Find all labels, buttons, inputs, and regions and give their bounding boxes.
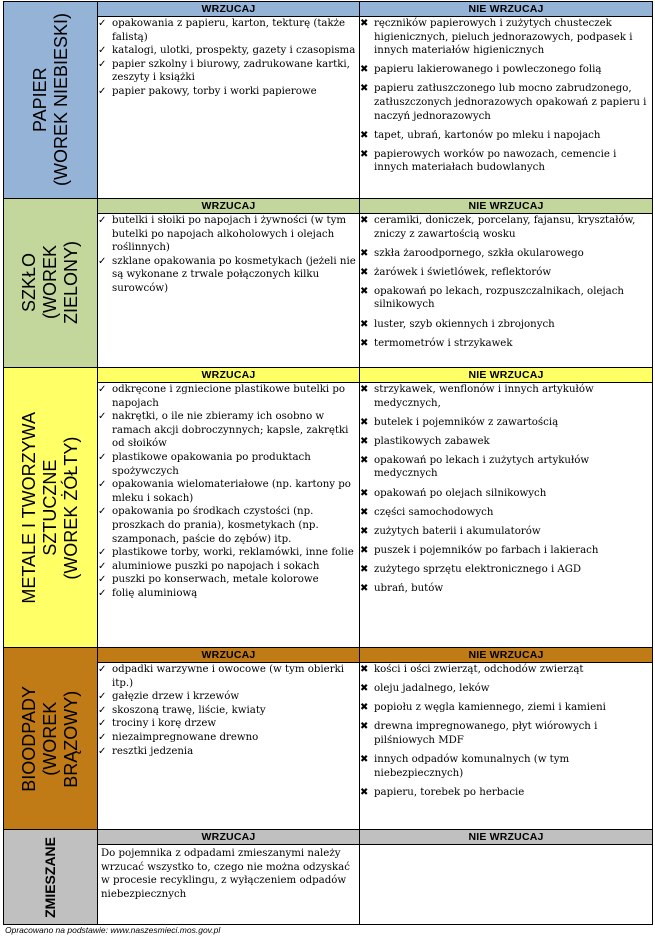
check-icon: ✓ xyxy=(98,704,107,716)
check-icon: ✓ xyxy=(98,255,107,267)
category-label-line: SZKŁO xyxy=(19,253,39,313)
list-item xyxy=(98,505,359,546)
cross-icon: ✖ xyxy=(360,337,369,349)
cross-icon: ✖ xyxy=(360,148,369,160)
list-item xyxy=(360,753,652,780)
list-item-text: resztki jedzenia xyxy=(112,745,194,757)
list-item-text: szklane opakowania po kosmetykach (jeżeli nie są wykonane z trwale połączonych kilku surowców) xyxy=(112,255,356,294)
list-item xyxy=(98,214,359,255)
category-label-line: (WOREK ŻÓŁTY) xyxy=(61,436,81,579)
list-item-text: gałęzie drzew i krzewów xyxy=(112,691,240,703)
wrzucaj-header: WRZUCAJ xyxy=(98,368,360,383)
cross-icon: ✖ xyxy=(360,506,369,518)
list-item-text: aluminiowe puszki po napojach i sokach xyxy=(112,560,320,572)
list-item-text: opakowań po lekach, rozpuszczalnikach, olejach silnikowych xyxy=(374,285,624,311)
list-item-text: plastikowe torby, worki, reklamówki, inne folie xyxy=(112,547,354,559)
list-item xyxy=(98,255,359,296)
list-item xyxy=(98,85,359,99)
list-item xyxy=(98,44,359,58)
list-item xyxy=(98,745,359,759)
list-item xyxy=(360,701,652,715)
list-item-text: papier pakowy, torby i worki papierowe xyxy=(112,85,317,97)
list-item xyxy=(360,148,652,175)
cross-icon: ✖ xyxy=(360,64,369,76)
list-item xyxy=(98,704,359,718)
list-item xyxy=(98,58,359,85)
list-item xyxy=(360,454,652,481)
list-item-text: odkręcone i zgniecione plastikowe butelki po napojach xyxy=(112,384,346,409)
section-body-row-zmieszane xyxy=(4,845,653,925)
list-item-text: opakowania wielomateriałowe (np. kartony po mleku i sokach) xyxy=(112,479,351,504)
nie-wrzucaj-header: NIE WRZUCAJ xyxy=(360,368,653,383)
rejected-list-cell xyxy=(360,214,653,368)
list-item xyxy=(360,337,652,351)
list-item-text: zużytych baterii i akumulatorów xyxy=(374,525,541,537)
category-label-line: PAPIER xyxy=(29,67,50,133)
list-item xyxy=(360,720,652,747)
category-label-line: BIOODPADY xyxy=(19,685,39,792)
list-item-text: żarówek i świetlówek, reflektorów xyxy=(374,266,552,278)
list-item xyxy=(360,318,652,332)
cross-icon: ✖ xyxy=(360,384,369,395)
list-item-text: kości i ości zwierząt, odchodów zwierząt xyxy=(374,664,584,675)
check-icon: ✓ xyxy=(98,45,107,57)
list-item-text: butelki i słoiki po napojach i żywności (w tym butelki po napojach alkoholowych i olejach roślinnych) xyxy=(112,215,347,254)
list-item xyxy=(360,506,652,520)
category-cell-szklo xyxy=(4,199,98,368)
wrzucaj-header: WRZUCAJ xyxy=(98,199,360,214)
list-item xyxy=(360,285,652,312)
check-icon: ✓ xyxy=(98,560,107,572)
check-icon: ✓ xyxy=(98,18,107,29)
list-item-text: opakowań po olejach silnikowych xyxy=(374,487,547,499)
check-icon: ✓ xyxy=(98,691,107,703)
cross-icon: ✖ xyxy=(360,753,369,765)
accepted-list xyxy=(98,663,359,758)
list-item xyxy=(360,544,652,558)
category-label-line: BRĄZOWY) xyxy=(61,690,81,787)
list-item-text: papieru lakierowanego i powleczonego folią xyxy=(374,64,602,76)
list-item xyxy=(98,663,359,690)
cross-icon: ✖ xyxy=(360,702,369,714)
category-cell-bio xyxy=(4,648,98,830)
cross-icon: ✖ xyxy=(360,18,369,29)
accepted-list-cell xyxy=(98,663,360,830)
list-item-text: ceramiki, doniczek, porcelany, fajansu, kryształów, zniczy z zawartością wosku xyxy=(374,215,636,240)
waste-sorting-table xyxy=(3,1,653,925)
list-item-text: ubrań, butów xyxy=(374,583,444,595)
cross-icon: ✖ xyxy=(360,416,369,428)
section-header-row-papier xyxy=(4,2,653,17)
list-item-text: innych odpadów komunalnych (w tym niebezpiecznych) xyxy=(374,753,570,779)
section-header-row-bio xyxy=(4,648,653,663)
list-item-text: luster, szyb okiennych i zbrojonych xyxy=(374,318,555,330)
list-item xyxy=(98,587,359,601)
list-item-text: oleju jadalnego, leków xyxy=(374,683,490,695)
wrzucaj-header: WRZUCAJ xyxy=(98,2,360,17)
category-label-line: (WOREK xyxy=(40,246,60,320)
list-item xyxy=(360,82,652,123)
section-header-row-szklo xyxy=(4,199,653,214)
check-icon: ✓ xyxy=(98,411,107,423)
rejected-list xyxy=(360,663,652,799)
list-item-text: katalogi, ulotki, prospekty, gazety i czasopisma xyxy=(112,45,356,57)
cross-icon: ✖ xyxy=(360,487,369,499)
list-item-text: opakowania po środkach czystości (np. proszkach do prania), kosmetykach (np. szamponach, paście do zębów) itp. xyxy=(112,506,319,545)
list-item xyxy=(98,560,359,574)
check-icon: ✓ xyxy=(98,58,107,70)
check-icon: ✓ xyxy=(98,574,107,586)
category-label-line: (WOREK NIEBIESKI) xyxy=(50,13,71,187)
list-item-text: trociny i korę drzew xyxy=(112,718,217,730)
check-icon: ✓ xyxy=(98,745,107,757)
list-item-text: puszek i pojemników po farbach i lakierach xyxy=(374,544,599,556)
accepted-list xyxy=(98,383,359,601)
cross-icon: ✖ xyxy=(360,435,369,447)
list-item-text: części samochodowych xyxy=(374,506,494,518)
cross-icon: ✖ xyxy=(360,247,369,259)
list-item xyxy=(360,563,652,577)
list-item xyxy=(360,266,652,280)
accepted-list-cell xyxy=(98,17,360,199)
section-body-row-szklo xyxy=(4,214,653,368)
category-label xyxy=(19,241,82,324)
accepted-list xyxy=(98,17,359,99)
source-footer: Opracowano na podstawie: www.naszesmieci.mos.gov.pl xyxy=(5,925,221,935)
cross-icon: ✖ xyxy=(360,721,369,733)
list-item xyxy=(360,383,652,410)
section-body-row-papier xyxy=(4,17,653,199)
check-icon: ✓ xyxy=(98,587,107,599)
list-item-text: opakowania z papieru, karton, tekturę (także falistą) xyxy=(112,18,346,43)
category-cell-zmieszane xyxy=(4,830,98,925)
list-item xyxy=(360,487,652,501)
list-item-text: drewna impregnowanego, płyt wiórowych i pilśniowych MDF xyxy=(374,721,598,746)
list-item xyxy=(360,214,652,241)
category-label-line: (WOREK xyxy=(40,701,60,776)
nie-wrzucaj-header: NIE WRZUCAJ xyxy=(360,199,653,214)
category-label-line: ZIELONY) xyxy=(61,241,81,325)
list-item xyxy=(360,663,652,677)
nie-wrzucaj-header: NIE WRZUCAJ xyxy=(360,830,653,845)
list-item-text: zużytego sprzętu elektronicznego i AGD xyxy=(374,563,582,575)
list-item-text: puszki po konserwach, metale kolorowe xyxy=(112,574,319,586)
category-label xyxy=(30,13,72,186)
category-label xyxy=(19,686,82,792)
cross-icon: ✖ xyxy=(360,683,369,695)
list-item xyxy=(360,63,652,77)
list-item xyxy=(360,435,652,449)
list-item xyxy=(360,17,652,58)
list-item-text: butelek i pojemników z zawartością xyxy=(374,416,559,428)
cross-icon: ✖ xyxy=(360,664,369,675)
cross-icon: ✖ xyxy=(360,285,369,297)
list-item xyxy=(360,682,652,696)
list-item-text: ręczników papierowych i zużytych chusteczek higienicznych, pieluch jednorazowych, podpasek i innych materiałów higienicznych xyxy=(374,18,633,57)
list-item xyxy=(98,690,359,704)
section-header-row-metale xyxy=(4,368,653,383)
category-label xyxy=(19,412,82,604)
check-icon: ✓ xyxy=(98,85,107,97)
mixed-waste-description: Do pojemnika z odpadami zmieszanymi należy wrzucać wszystko to, czego nie można odzyskać w procesie recyklingu, z wyłączeniem odpadów niebezpiecznych xyxy=(101,848,350,900)
category-label-line: METALE I TWORZYWA xyxy=(19,411,39,604)
list-item xyxy=(98,731,359,745)
rejected-list-cell xyxy=(360,663,653,830)
nie-wrzucaj-header: NIE WRZUCAJ xyxy=(360,2,653,17)
check-icon: ✓ xyxy=(98,718,107,730)
list-item xyxy=(98,717,359,731)
list-item xyxy=(360,525,652,539)
cross-icon: ✖ xyxy=(360,266,369,278)
list-item xyxy=(98,546,359,560)
cross-icon: ✖ xyxy=(360,454,369,466)
list-item xyxy=(98,383,359,410)
category-cell-papier xyxy=(4,2,98,199)
list-item xyxy=(360,129,652,143)
list-item xyxy=(98,478,359,505)
list-item-text: strzykawek, wenflonów i innych artykułów medycznych, xyxy=(374,384,594,409)
check-icon: ✓ xyxy=(98,451,107,463)
list-item-text: papier szkolny i biurowy, zadrukowane kartki, zeszyty i książki xyxy=(112,58,350,84)
list-item xyxy=(98,451,359,478)
nie-wrzucaj-header: NIE WRZUCAJ xyxy=(360,648,653,663)
list-item-text: odpadki warzywne i owocowe (w tym obierki itp.) xyxy=(112,664,345,689)
list-item-text: papieru, torebek po herbacie xyxy=(374,786,525,798)
rejected-list-cell xyxy=(360,17,653,199)
list-item xyxy=(98,17,359,44)
list-item-text: papierowych worków po nawozach, cemencie i innych materiałach budowlanych xyxy=(374,148,617,174)
list-item xyxy=(98,410,359,451)
cross-icon: ✖ xyxy=(360,583,369,595)
list-item xyxy=(360,786,652,800)
rejected-list xyxy=(360,214,652,350)
section-header-row-zmieszane xyxy=(4,830,653,845)
category-cell-metale xyxy=(4,368,98,648)
category-label-line: SZTUCZNE xyxy=(40,459,60,556)
check-icon: ✓ xyxy=(98,506,107,518)
list-item-text: termometrów i strzykawek xyxy=(374,337,513,349)
check-icon: ✓ xyxy=(98,215,107,226)
rejected-list xyxy=(360,17,652,175)
list-item-text: opakowań po lekach i zużytych artykułów medycznych xyxy=(374,454,590,480)
check-icon: ✓ xyxy=(98,664,107,675)
list-item-text: folię aluminiową xyxy=(112,587,198,599)
list-item-text: papieru zatłuszczonego lub mocno zabrudzonego, zatłuszczonych jednorazowych opakowań z papieru i naczyń jednorazowych xyxy=(374,83,647,122)
list-item-text: plastikowych zabawek xyxy=(374,435,490,447)
check-icon: ✓ xyxy=(98,731,107,743)
check-icon: ✓ xyxy=(98,384,107,395)
rejected-list-cell xyxy=(360,845,653,925)
section-body-row-metale xyxy=(4,383,653,648)
list-item xyxy=(360,582,652,596)
category-label xyxy=(40,837,61,918)
list-item xyxy=(360,416,652,430)
wrzucaj-header: WRZUCAJ xyxy=(98,830,360,845)
list-item-text: skoszoną trawę, liście, kwiaty xyxy=(112,704,266,716)
list-item-text: popiołu z węgla kamiennego, ziemi i kamieni xyxy=(374,702,606,714)
list-item-text: tapet, ubrań, kartonów po mleku i napojach xyxy=(374,129,601,141)
list-item xyxy=(360,247,652,261)
accepted-list-cell xyxy=(98,383,360,648)
check-icon: ✓ xyxy=(98,547,107,559)
cross-icon: ✖ xyxy=(360,786,369,798)
wrzucaj-header: WRZUCAJ xyxy=(98,648,360,663)
accepted-list-cell xyxy=(98,845,360,925)
rejected-list xyxy=(360,383,652,596)
list-item-text: szkła żaroodpornego, szkła okularowego xyxy=(374,247,584,259)
list-item-text: plastikowe opakowania po produktach spożywczych xyxy=(112,451,311,477)
cross-icon: ✖ xyxy=(360,129,369,141)
cross-icon: ✖ xyxy=(360,215,369,226)
check-icon: ✓ xyxy=(98,479,107,491)
cross-icon: ✖ xyxy=(360,544,369,556)
cross-icon: ✖ xyxy=(360,563,369,575)
list-item-text: nakrętki, o ile nie zbieramy ich osobno w ramach akcji dobroczynnych; kapsle, zakrętki od słoików xyxy=(112,411,349,450)
accepted-list-cell xyxy=(98,214,360,368)
cross-icon: ✖ xyxy=(360,318,369,330)
rejected-list-cell xyxy=(360,383,653,648)
category-label-line: ZMIESZANE xyxy=(42,836,58,918)
cross-icon: ✖ xyxy=(360,83,369,95)
list-item-text: niezaimpregnowane drewno xyxy=(112,731,259,743)
cross-icon: ✖ xyxy=(360,525,369,537)
list-item xyxy=(98,573,359,587)
accepted-list xyxy=(98,214,359,296)
section-body-row-bio xyxy=(4,663,653,830)
